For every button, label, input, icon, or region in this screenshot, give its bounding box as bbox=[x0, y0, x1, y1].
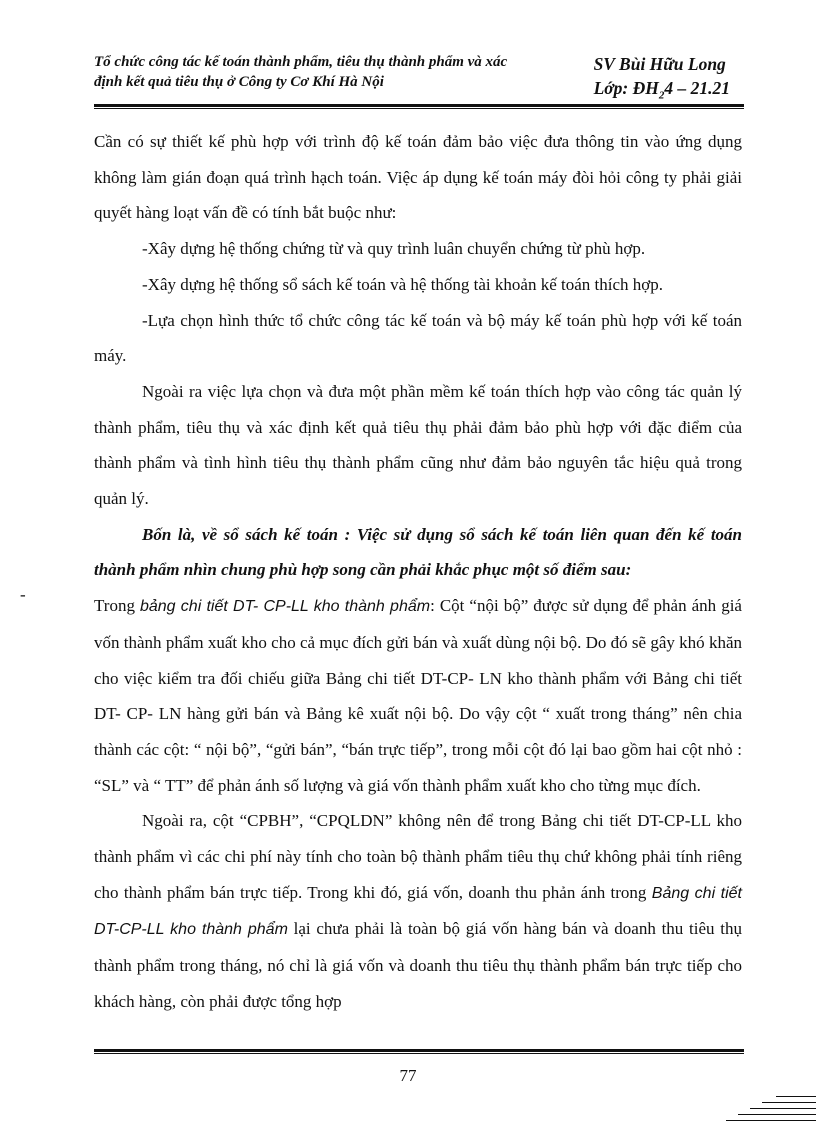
header-title bbox=[94, 52, 564, 92]
paragraph-6-heading: Bốn là, về sổ sách kế toán : Việc sử dụng sổ sách kế toán liên quan đến kế toán thành phẩm nhìn chung phù hợp song cần phải khắc phục một số điểm sau: bbox=[94, 524, 742, 580]
p8-rest: lại chưa phải là toàn bộ giá vốn hàng bán và doanh thu tiêu thụ thành phẩm trong tháng, nó chỉ là giá vốn và doanh thu tiêu thụ thành phẩm bán trực tiếp cho khách hàng, còn phải được tổng hợp bbox=[94, 919, 742, 1011]
header-author: SV Bùi Hữu Long bbox=[593, 54, 726, 74]
paragraph-8 bbox=[94, 803, 742, 1019]
paragraph-7 bbox=[94, 588, 742, 803]
p8-lead: Ngoài ra, cột “CPBH”, “CPQLDN” không nên để trong Bảng chi tiết DT-CP-LL kho thành phẩm vì các chi phí này tính cho toàn bộ thành phẩm tiêu thụ chứ không phải tính riêng cho thành phẩm bán trực tiếp. Trong khi đó, giá vốn, doanh thu phản ánh trong bbox=[94, 811, 742, 902]
margin-mark: - bbox=[20, 585, 26, 604]
class-prefix: Lớp: ĐH bbox=[593, 78, 659, 98]
page-body bbox=[94, 124, 742, 1020]
header-class bbox=[594, 76, 730, 108]
header-rule bbox=[94, 104, 744, 109]
page-number: 77 bbox=[399, 1066, 417, 1085]
footer-rule bbox=[94, 1049, 744, 1054]
corner-decoration bbox=[726, 1090, 816, 1123]
header-author-block bbox=[594, 52, 730, 108]
class-suffix: 4 – 21.21 bbox=[664, 78, 730, 98]
p7-italic-ref: bảng chi tiết DT- CP-LL kho thành phẩm bbox=[139, 598, 431, 616]
paragraph-4: -Lựa chọn hình thức tổ chức công tác kế toán và bộ máy kế toán phù hợp với kế toán máy. bbox=[94, 310, 742, 366]
page-header bbox=[94, 52, 744, 100]
paragraph-1: Cần có sự thiết kế phù hợp với trình độ kế toán đảm bảo việc đưa thông tin vào ứng dụng không làm gián đoạn quá trình hạch toán. Việc áp dụng kế toán máy đòi hỏi công ty phải giải quyết hàng loạt vấn đề có tính bắt buộc như: bbox=[94, 132, 742, 223]
paragraph-3: -Xây dựng hệ thống sổ sách kế toán và hệ thống tài khoản kế toán thích hợp. bbox=[142, 274, 663, 294]
header-title-line2: định kết quả tiêu thụ ở Công ty Cơ Khí Hà Nội bbox=[94, 74, 384, 90]
p7-rest: : Cột “nội bộ” được sử dụng để phản ánh giá vốn thành phẩm xuất kho cho cả mục đích gửi bán và xuất dùng nội bộ. Do đó sẽ gây khó khăn cho việc kiểm tra đối chiếu giữa Bảng chi tiết DT-CP- LN kho thành phẩm với Bảng chi tiết DT- CP- LN hàng gửi bán và Bảng kê xuất nội bộ. Do vậy cột “ xuất trong tháng” nên chia thành các cột: “ nội bộ”, “gửi bán”, “bán trực tiếp”, trong mỗi cột đó lại bao gồm hai cột nhỏ : “SL” và “ TT” để phản ánh số lượng và giá vốn thành phẩm xuất kho cho từng mục đích. bbox=[94, 596, 742, 795]
p8-italic-ref: Bảng chi tiết DT-CP-LL kho thành phẩm bbox=[94, 884, 742, 939]
class-subscript: 2 bbox=[658, 89, 665, 102]
paragraph-2: -Xây dựng hệ thống chứng từ và quy trình luân chuyển chứng từ phù hợp. bbox=[142, 239, 646, 259]
header-title-line1: Tổ chức công tác kế toán thành phẩm, tiêu thụ thành phẩm và xác bbox=[94, 54, 508, 70]
p7-lead: Trong bbox=[94, 596, 140, 616]
paragraph-5: Ngoài ra việc lựa chọn và đưa một phần mềm kế toán thích hợp vào công tác quản lý thành phẩm, tiêu thụ và xác định kết quả tiêu thụ phải đảm bảo phù hợp với đặc điểm của thành phẩm và tình hình tiêu thụ thành phẩm cũng như đảm bảo nguyên tắc hiệu quả trong quản lý. bbox=[94, 381, 742, 509]
